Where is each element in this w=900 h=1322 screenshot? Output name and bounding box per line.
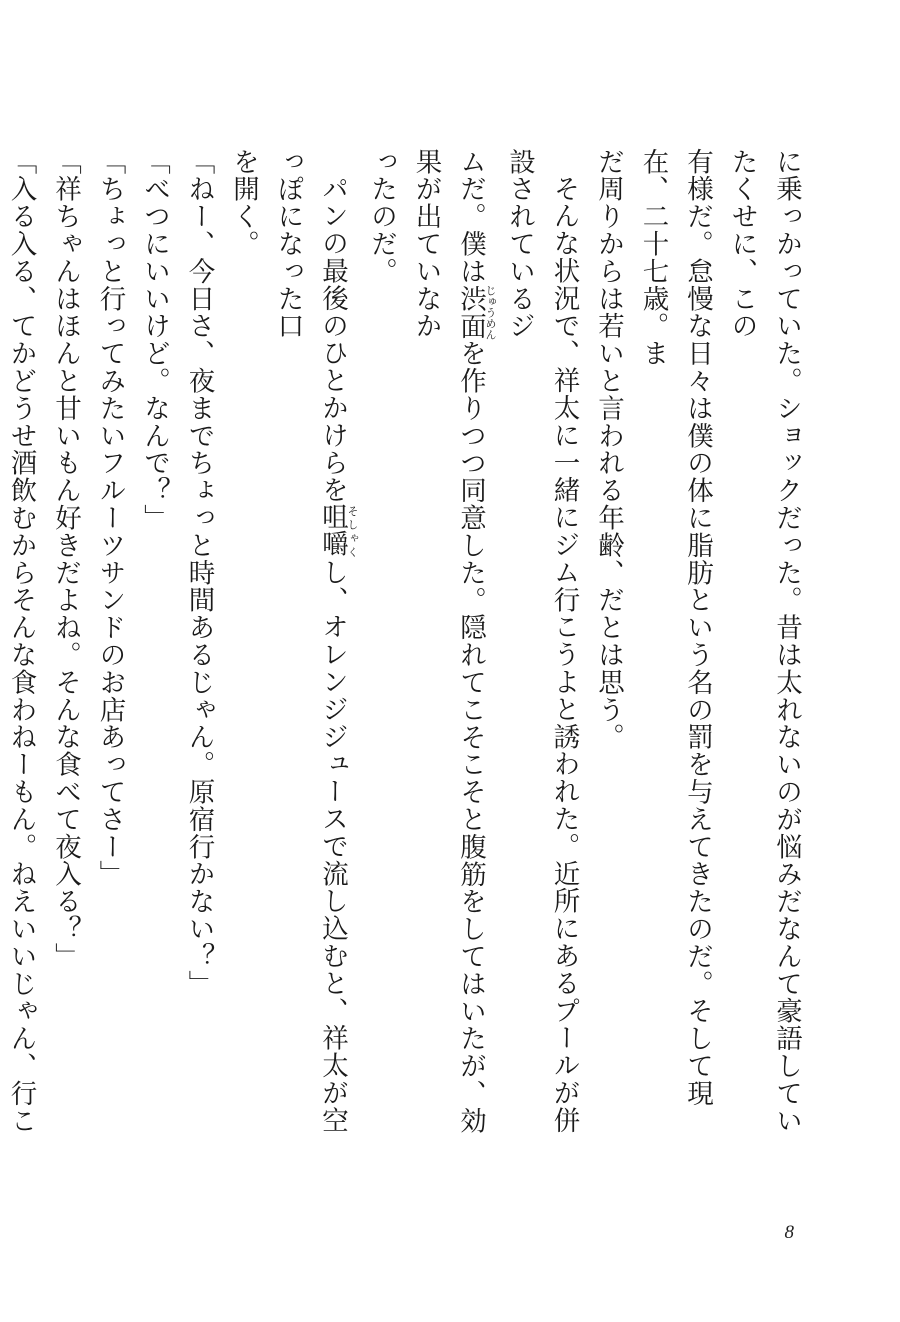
ruby-soshaku xyxy=(317,503,359,559)
page-number: 8 xyxy=(784,1222,794,1243)
text-line-7-after: し、オレンジジュースで流し込むと、祥太が空っぽになった口 xyxy=(272,148,348,1134)
ruby-base-jumen: 渋面 xyxy=(455,284,486,340)
text-line-2: 有様だ。怠慢な日々は僕の体に脂肪という名の罰を与えてきたのだ。そして現在、二十七歳。ま xyxy=(637,148,713,1107)
vertical-text-body xyxy=(5,148,808,1158)
text-line-6: ったのだ。 xyxy=(366,148,397,285)
text-line-7 xyxy=(265,148,359,1158)
text-line-5 xyxy=(403,148,497,1158)
text-line-12: 「祥ちゃんはほんと甘いもん好きだよね。そんな食べて夜入る？」 xyxy=(50,148,81,970)
ruby-reading-soshaku: そしゃく xyxy=(346,503,359,559)
text-line-9: 「ねー、今日さ、夜までちょっと時間あるじゃん。原宿行かない？」 xyxy=(183,148,215,998)
text-line-8: を開く。 xyxy=(228,148,259,258)
ruby-reading-jumen: じゅうめん xyxy=(484,284,497,340)
text-line-3: だ周りからは若いと言われる年齢、だとは思う。 xyxy=(593,148,624,751)
text-line-1: に乗っかっていた。ショックだった。昔は太れないのが悩みだなんて豪語していたくせに、この xyxy=(726,148,802,1135)
text-line-7-before: パンの最後のひとかけらを xyxy=(317,174,348,504)
text-line-10: 「べつにいいけど。なんで？」 xyxy=(139,148,170,532)
text-line-4: そんな状況で、祥太に一緒にジム行こうよと誘われた。近所にあるプールが併設されているジ xyxy=(504,148,580,1134)
text-line-5-after: を作りつつ同意した。隠れてこそこそと腹筋をしてはいたが、効果が出ていなか xyxy=(410,148,486,1135)
ruby-base-soshaku: 咀嚼 xyxy=(317,503,348,559)
text-line-5-before: ムだ。僕は xyxy=(455,148,486,285)
text-line-13: 「入る入る、てかどうせ酒飲むからそんな食わねーもん。ねえいいじゃん、行こ xyxy=(5,148,37,1135)
text-line-11: 「ちょっと行ってみたいフルーツサンドのお店あってさー」 xyxy=(94,148,126,888)
ruby-jumen xyxy=(455,284,497,340)
